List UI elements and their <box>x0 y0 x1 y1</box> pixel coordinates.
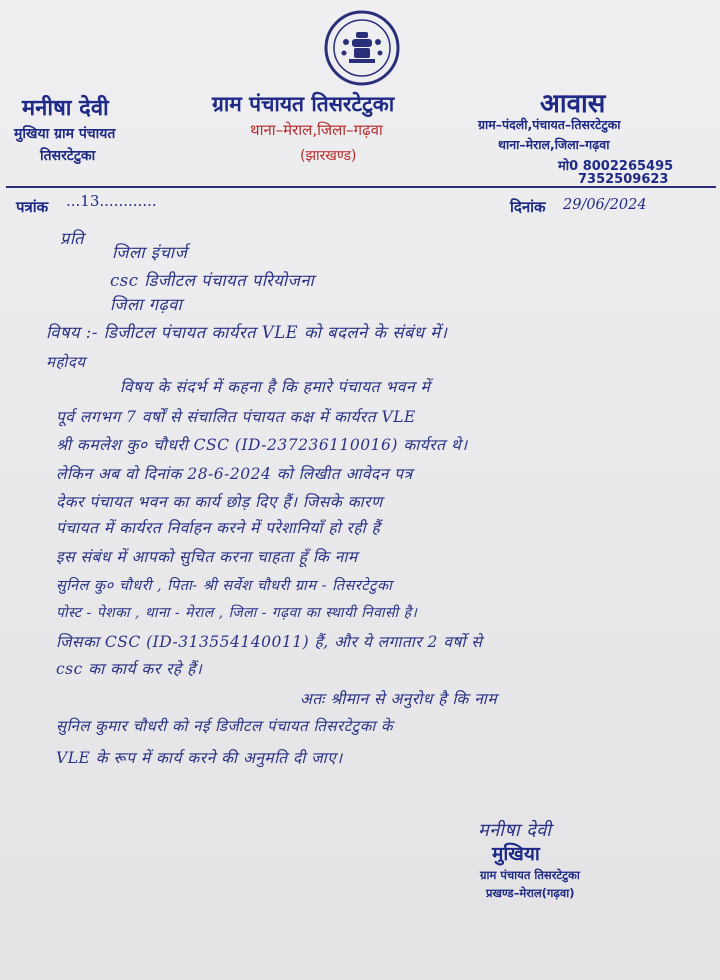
mukhiya-place: तिसरटेटुका <box>40 148 96 164</box>
body-line: VLE के रूप में कार्य करने की अनुमति दी जाए। <box>56 749 343 767</box>
awas-title: आवास <box>540 89 606 119</box>
body-line: पंचायत में कार्यरत निर्वाहन करने में परेशानियाँ हो रही हैं <box>56 519 381 537</box>
body-line: सुनिल कु० चौधरी , पिता- श्री सर्वेश चौधरी ग्राम - तिसरटेटुका <box>56 578 393 594</box>
subject-line: विषय :- डिजीटल पंचायत कार्यरत VLE को बदलने के संबंध में। <box>46 323 448 342</box>
prati-line: प्रति <box>60 229 85 248</box>
body-line: इस संबंध में आपको सुचित करना चाहता हूँ कि नाम <box>56 548 358 566</box>
patrank-label: पत्रांक <box>16 198 49 216</box>
panchayat-state: (झारखण्ड) <box>300 148 357 164</box>
body-line: csc का कार्य कर रहे हैं। <box>56 660 203 678</box>
body-line: लेकिन अब वो दिनांक 28-6-2024 को लिखीत आवेदन पत्र <box>56 465 413 483</box>
state-emblem-seal-icon <box>316 8 408 90</box>
header-divider <box>6 186 716 188</box>
body-line: विषय के संदर्भ में कहना है कि हमारे पंचायत भवन में <box>120 378 431 396</box>
salutation: महोदय <box>46 353 86 371</box>
mukhiya-name: मनीषा देवी <box>22 96 109 121</box>
recipient-line-3: जिला गढ़वा <box>110 295 183 314</box>
panchayat-title: ग्राम पंचायत तिसरटेटुका <box>212 92 395 116</box>
patrank-value: ...13............ <box>66 192 157 210</box>
awas-mobile: मो0 8002265495 <box>558 159 674 174</box>
body-line: अतः श्रीमान से अनुरोध है कि नाम <box>300 690 498 708</box>
awas-address-line1: ग्राम–पंदली,पंचायत–तिसरटेटुका <box>478 117 621 132</box>
mukhiya-role: मुखिया ग्राम पंचायत <box>14 126 116 142</box>
signature-handwritten: मनीषा देवी <box>478 820 552 841</box>
awas-address-line2: थाना–मेराल,जिला–गढ़वा <box>498 137 610 152</box>
recipient-line-1: जिला इंचार्ज <box>112 243 188 262</box>
awas-mobile-2: 7352509623 <box>578 172 669 187</box>
signature-line-1: ग्राम पंचायत तिसरटेटुका <box>480 868 580 882</box>
dinank-label: दिनांक <box>510 198 546 216</box>
body-line: सुनिल कुमार चौधरी को नई डिजीटल पंचायत तिसरटेटुका के <box>56 717 394 735</box>
body-line: पूर्व लगभग 7 वर्षों से संचालित पंचायत कक्ष में कार्यरत VLE <box>56 408 416 426</box>
body-line: जिसका CSC (ID-313554140011) हैं, और ये लगातार 2 वर्षो से <box>56 633 483 651</box>
signature-line-2: प्रखण्ड–मेराल(गढ़वा) <box>486 886 575 900</box>
body-line: देकर पंचायत भवन का कार्य छोड़ दिए हैं। जिसके कारण <box>56 493 383 511</box>
body-line: पोस्ट - पेशका , थाना - मेराल , जिला - गढ़वा का स्थायी निवासी है। <box>56 605 418 621</box>
dinank-value: 29/06/2024 <box>563 197 647 213</box>
recipient-line-2: csc डिजीटल पंचायत परियोजना <box>110 271 315 290</box>
body-line: श्री कमलेश कु० चौधरी CSC (ID-237236110016) कार्यरत थे। <box>56 436 468 454</box>
signature-title: मुखिया <box>492 843 540 865</box>
panchayat-address: थाना–मेराल,जिला–गढ़वा <box>250 121 383 139</box>
